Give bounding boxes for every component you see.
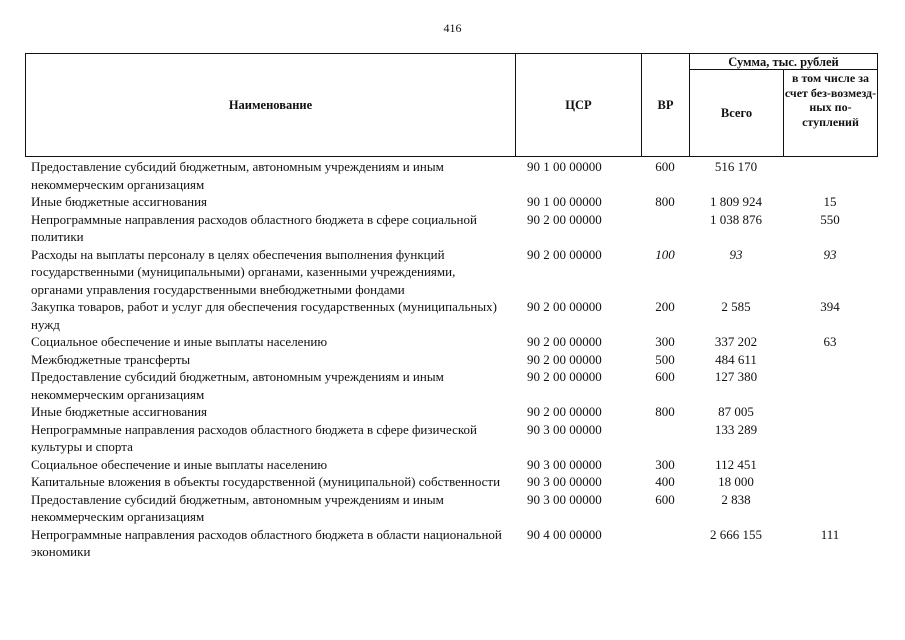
cell-csr: 90 4 00 00000 (527, 526, 602, 542)
cell-vr: 600 (655, 369, 675, 384)
table-row (25, 456, 877, 474)
cell-gratis: 93 (823, 246, 837, 262)
cell-vr (641, 526, 689, 561)
cell-gratis: 63 (823, 334, 837, 349)
cell-vr: 800 (655, 194, 675, 209)
cell-csr: 90 2 00 00000 (527, 404, 602, 419)
cell-vr: 500 (655, 351, 675, 367)
cell-gratis (783, 351, 877, 369)
cell-vr: 300 (655, 334, 675, 349)
header-including-gratis: в том числе за счет без-возмезд-ных по-ступлений (784, 70, 878, 157)
cell-name: Непрограммные направления расходов областного бюджета в сфере физической культуры и спорта (31, 421, 477, 454)
cell-name: Межбюджетные трансферты (31, 351, 191, 367)
table-row (25, 298, 877, 333)
cell-name: Предоставление субсидий бюджетным, автономным учреждениям и иным некоммерческим организациям (31, 369, 444, 402)
cell-name: Иные бюджетные ассигнования (31, 404, 208, 419)
cell-csr: 90 3 00 00000 (527, 491, 602, 507)
page-number: 416 (443, 21, 462, 35)
table-row (25, 351, 877, 369)
cell-gratis (783, 421, 877, 456)
cell-csr: 90 3 00 00000 (527, 456, 602, 472)
cell-name: Социальное обеспечение и иные выплаты населению (31, 334, 328, 349)
table-row (25, 526, 877, 561)
table-row (25, 403, 877, 421)
cell-total: 127 380 (714, 369, 758, 384)
cell-gratis (783, 158, 877, 193)
table-row (25, 246, 877, 299)
cell-name: Предоставление субсидий бюджетным, автономным учреждениям и иным некоммерческим организациям (31, 491, 444, 524)
cell-total: 2 585 (721, 299, 751, 314)
cell-csr: 90 2 00 00000 (527, 351, 602, 367)
cell-gratis (783, 403, 877, 421)
cell-csr: 90 2 00 00000 (527, 211, 602, 227)
table-row (25, 193, 877, 211)
cell-total: 112 451 (715, 456, 757, 472)
cell-gratis: 111 (820, 526, 840, 542)
cell-gratis: 15 (823, 194, 837, 209)
cell-csr: 90 2 00 00000 (527, 369, 602, 384)
cell-csr: 90 1 00 00000 (527, 194, 602, 209)
cell-gratis: 394 (820, 299, 840, 314)
header-csr: ЦСР (516, 54, 642, 157)
table-row (25, 333, 877, 351)
cell-total: 2 838 (721, 491, 751, 507)
cell-vr: 300 (655, 456, 675, 472)
cell-csr: 90 2 00 00000 (527, 334, 602, 349)
table-row (25, 473, 877, 491)
cell-vr: 600 (655, 159, 675, 174)
cell-gratis (783, 368, 877, 403)
table-row (25, 421, 877, 456)
header-name: Наименование (26, 54, 516, 157)
cell-total: 87 005 (718, 404, 754, 419)
cell-name: Расходы на выплаты персоналу в целях обеспечения выполнения функций государственными (муниципальными) органами, казенными учреждениями, органами управления государственными внебюджетными фондами (31, 246, 456, 297)
cell-gratis (783, 491, 877, 526)
cell-total: 133 289 (714, 421, 758, 437)
cell-gratis (783, 456, 877, 474)
cell-csr: 90 1 00 00000 (527, 159, 602, 174)
cell-vr: 800 (655, 404, 675, 419)
header-vr: ВР (642, 54, 690, 157)
cell-vr: 600 (655, 491, 675, 507)
table-row (25, 158, 877, 193)
table-row (25, 368, 877, 403)
cell-total: 18 000 (718, 474, 754, 489)
cell-total: 337 202 (714, 334, 758, 349)
table-body (25, 158, 877, 561)
cell-csr: 90 3 00 00000 (527, 474, 602, 489)
cell-csr: 90 3 00 00000 (527, 421, 602, 437)
cell-name: Иные бюджетные ассигнования (31, 194, 208, 209)
cell-name: Непрограммные направления расходов областного бюджета в сфере социальной политики (31, 211, 477, 244)
cell-vr (641, 421, 689, 456)
cell-total: 93 (729, 246, 743, 262)
cell-vr: 200 (655, 299, 675, 314)
cell-csr: 90 2 00 00000 (527, 299, 602, 314)
header-sum: Сумма, тыс. рублей (690, 54, 878, 70)
table-row (25, 491, 877, 526)
cell-vr (641, 211, 689, 246)
table-row (25, 211, 877, 246)
cell-total: 484 611 (715, 351, 757, 367)
cell-vr: 100 (655, 246, 675, 262)
cell-total: 2 666 155 (710, 526, 762, 542)
cell-total: 516 170 (714, 159, 758, 174)
cell-gratis (783, 473, 877, 491)
cell-csr: 90 2 00 00000 (527, 246, 602, 262)
header-total: Всего (690, 70, 784, 157)
cell-total: 1 809 924 (710, 194, 762, 209)
cell-name: Социальное обеспечение и иные выплаты населению (31, 456, 328, 472)
table-header (25, 53, 878, 157)
cell-vr: 400 (655, 474, 675, 489)
cell-gratis: 550 (820, 211, 840, 227)
cell-name: Капитальные вложения в объекты государственной (муниципальной) собственности (31, 474, 501, 489)
cell-name: Непрограммные направления расходов областного бюджета в области национальной экономики (31, 526, 502, 559)
cell-name: Закупка товаров, работ и услуг для обеспечения государственных (муниципальных) нужд (31, 299, 497, 332)
cell-total: 1 038 876 (710, 211, 762, 227)
cell-name: Предоставление субсидий бюджетным, автономным учреждениям и иным некоммерческим организациям (31, 159, 444, 192)
